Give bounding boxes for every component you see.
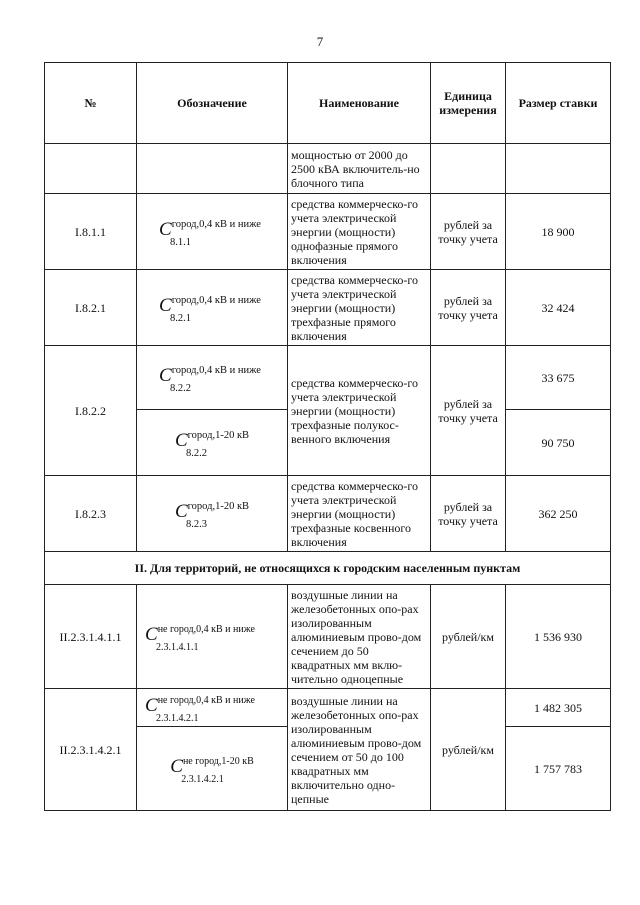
cell-rate: 18 900 [506,194,611,270]
tariff-symbol: Cгород,0,4 кВ и ниже 8.2.2 [159,365,261,394]
tariff-symbol: $C^{не город,0,4 кВ и ниже}$ 2.3.1.4.1.1 [145,624,255,653]
section-heading: II. Для территорий, не относящихся к городским населенным пунктам [45,552,611,585]
cell-rate: 362 250 [506,476,611,552]
tariff-symbol: $C^{не город,1-20 кВ}$ 2.3.1.4.2.1 [170,756,254,785]
cell-name: средства коммерческо-го учета электрической энергии (мощности) однофазные прямого включения [288,194,431,270]
cell-designation [137,689,288,727]
section-heading-row [45,552,611,585]
header-rate: Размер ставки [506,63,611,144]
cell-unit: рублей/км [431,689,506,811]
cell-designation [137,727,288,811]
tariff-symbol: $C^{не город,0,4 кВ и ниже}$ 2.3.1.4.2.1 [145,695,255,724]
cell-rate: 33 675 [506,346,611,410]
cell-designation [137,410,288,476]
table-row [45,270,611,346]
cell-unit: рублей за точку учета [431,476,506,552]
tariff-table [44,62,611,811]
tariff-symbol: Cгород,0,4 кВ и ниже 8.1.1 [159,219,261,248]
cell-name: средства коммерческо-го учета электрической энергии (мощности) трехфазные прямого включения [288,270,431,346]
cell-designation [137,270,288,346]
cell-no: II.2.3.1.4.2.1 [45,689,137,811]
cell-rate: 1 757 783 [506,727,611,811]
cell-designation [137,476,288,552]
cell-no: I.8.2.2 [45,346,137,476]
table-header-row [45,63,611,144]
cell-name: воздушные линии на железобетонных опо-рах изолированным алюминиевым прово-дом сечением от 50 до 100 квадратных мм включительно одно-цепные [288,689,431,811]
cell-unit: рублей за точку учета [431,194,506,270]
table-row [45,585,611,689]
cell-no: I.8.2.1 [45,270,137,346]
cell-rate: 1 482 305 [506,689,611,727]
cell-no [45,144,137,194]
table-row [45,689,611,727]
table-row [45,346,611,410]
cell-unit: рублей за точку учета [431,270,506,346]
cell-name: воздушные линии на железобетонных опо-рах изолированным алюминиевым прово-дом сечением до 50 квадратных мм вклю-чительно одноцепные [288,585,431,689]
table-row [45,194,611,270]
tariff-symbol: Cгород,1-20 кВ 8.2.3 [174,501,250,530]
header-designation: Обозначение [137,63,288,144]
cell-unit [431,144,506,194]
table-row [45,144,611,194]
cell-no: II.2.3.1.4.1.1 [45,585,137,689]
tariff-symbol: Cгород,1-20 кВ 8.2.2 [174,430,250,459]
cell-designation [137,144,288,194]
header-no: № [45,63,137,144]
cell-unit: рублей/км [431,585,506,689]
header-unit: Единица измерения [431,63,506,144]
tariff-symbol: Cгород,0,4 кВ и ниже 8.2.1 [159,295,261,324]
cell-unit: рублей за точку учета [431,346,506,476]
cell-no: I.8.1.1 [45,194,137,270]
cell-name: средства коммерческо-го учета электрической энергии (мощности) трехфазные косвенного включения [288,476,431,552]
cell-no: I.8.2.3 [45,476,137,552]
cell-rate: 32 424 [506,270,611,346]
cell-rate: 90 750 [506,410,611,476]
cell-name: мощностью от 2000 до 2500 кВА включитель-но блочного типа [288,144,431,194]
cell-designation [137,194,288,270]
cell-designation [137,346,288,410]
cell-rate [506,144,611,194]
page-number: 7 [316,34,324,49]
cell-designation [137,585,288,689]
cell-name: средства коммерческо-го учета электрической энергии (мощности) трехфазные полукос-венного включения [288,346,431,476]
table-row [45,476,611,552]
cell-rate: 1 536 930 [506,585,611,689]
header-name: Наименование [288,63,431,144]
